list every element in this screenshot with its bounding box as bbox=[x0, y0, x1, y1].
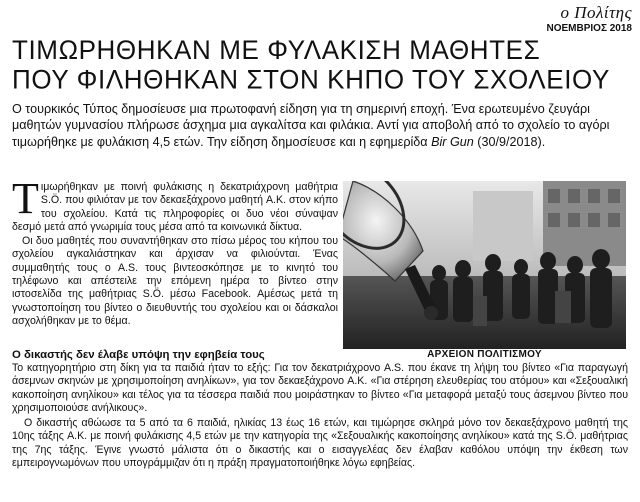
body-paragraph-2: Οι δυο μαθητές που συναντήθηκαν στο πίσω μέρος του κήπου του σχολείου αγκαλιάστηκαν και άρχισαν να φιλιούνται. Ένας συμμαθητής τους ο A.S. τους βιντεοσκόπησε με το κινητό του τηλέφωνο και απέστειλε την επόμενη ημέρα το βίντεο στην ιστοσελίδα της μαθήτριας S.Ö. μέσω Facebook. Αμέσως μετά τη γνωστοποίηση του βίντεο ο διευθυντής του σχολείου και οι δάσκαλοι ασχολήθηκαν με το θέμα. bbox=[12, 235, 338, 327]
lede-source: Bir Gun bbox=[431, 134, 474, 149]
headline-line-2: ΠΟΥ ΦΙΛΗΘΗΚΑΝ ΣΤΟΝ ΚΗΠΟ ΤΟΥ ΣΧΟΛΕΙΟΥ bbox=[12, 63, 610, 95]
article-headline bbox=[12, 35, 632, 94]
section-paragraph-2: Ο δικαστής αθώωσε τα 5 από τα 6 παιδιά, ηλικίας 13 έως 16 ετών, και τιμώρησε σκληρά μόνο τον δεκαεξάχρονο μαθητή της 10ης τάξης A.K. με ποινή φυλάκισης 4,5 ετών με την κατηγορία της «Σεξουαλικής κακοποίησης ανηλίκου» κατά της S.Ö. μαθήτριας της 7ης τάξης. Έγινε γνωστό μάλιστα ότι ο δικαστής και ο εισαγγελέας δεν έλαβαν καθόλου υπόψη την έκθεση των εμπειρογνωμόνων που υπογράμμιζαν ότι η πράξη πραγματοποιήθηκε λόγω εφηβείας. bbox=[12, 417, 628, 470]
headline-line-1: ΤΙΜΩΡΗΘΗΚΑΝ ΜΕ ΦΥΛΑΚΙΣΗ ΜΑΘΗΤΕΣ bbox=[12, 34, 541, 65]
paragraph-1-text: ιμωρήθηκαν με ποινή φυλάκισης η δεκατριάχρονη μαθήτρια S.Ö. που φιλιόταν με τον δεκαεξάχρονο μαθητή A.K. στον κήπο του σχολείου. Κατά τις πληροφορίες οι δυο νέοι σύναψαν δεσμό μετά από γνωριμία τους μέσα από τα κοινωνικά δίκτυα. bbox=[12, 181, 338, 233]
photo-caption: ΑΡΧΕΙΟΝ ΠΟΛΙΤΙΣΜΟΥ bbox=[427, 349, 542, 360]
article-photo bbox=[343, 181, 626, 349]
school-bell-photo bbox=[343, 181, 626, 349]
lede-date: (30/9/2018). bbox=[473, 134, 546, 149]
newspaper-brand: ο Πολίτης bbox=[560, 3, 632, 22]
drop-cap: Τ bbox=[12, 174, 39, 223]
masthead bbox=[547, 4, 632, 35]
article-section bbox=[12, 348, 628, 472]
lede-text: Ο τουρκικός Τύπος δημοσίευσε μια πρωτοφανή είδηση για τη σημερινή εποχή. Ένα ερωτευμένο ζευγάρι μαθητών γυμνασίου πλήρωσε άσχημα μια αγκαλίτσα και φιλάκια. Αντί για αποβολή από το σχολείο το αγόρι τιμωρήθηκε με φυλάκιση 4,5 ετών. Την είδηση δημοσίευσε και η εφημερίδα bbox=[12, 102, 610, 149]
issue-date: ΝΟΕΜΒΡΙΟΣ 2018 bbox=[546, 23, 632, 34]
body-paragraph-1 bbox=[12, 174, 338, 234]
article-body-column bbox=[12, 174, 338, 329]
section-paragraph-1: Το κατηγορητήριο στη δίκη για τα παιδιά ήταν το εξής: Για τον δεκατριάχρονο A.S. που έκανε τη λήψη του βίντεο «Για παραγωγή άσεμνων σκηνών με χρησιμοποίηση ανηλίκων», για τον δεκαεξάχρονο A.K. «Για στέρηση ελευθερίας του ατόμου» και «Σεξουαλική κακοποίηση ανηλίκου» και τέλος για τα τέσσερα παιδιά που μοιράστηκαν το βίντεο «Για μεταφορά μεταξύ τους άσεμνου βίντεο που χρησιμοποιούσε ανήλικους». bbox=[12, 362, 628, 414]
section-subheading: Ο δικαστής δεν έλαβε υπόψη την εφηβεία τους bbox=[12, 349, 265, 361]
article-lede bbox=[12, 101, 628, 150]
